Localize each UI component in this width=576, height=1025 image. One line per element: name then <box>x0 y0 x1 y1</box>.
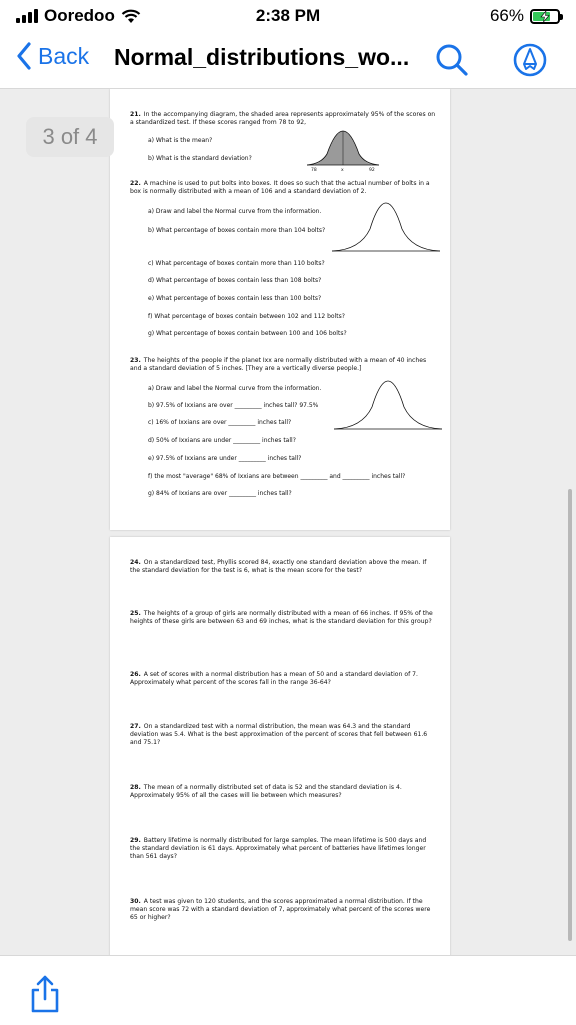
document-page-3 <box>110 89 450 530</box>
question-number: 27. <box>130 723 141 730</box>
q23-part-d: d) 50% of Ixxians are under _________ inches tall? <box>148 437 296 444</box>
question-number: 21. <box>130 111 141 118</box>
question-number: 25. <box>130 610 141 617</box>
question-number: 24. <box>130 559 141 566</box>
q23-part-a: a) Draw and label the Normal curve from the information. <box>148 385 322 392</box>
question-text: A set of scores with a normal distribution has a mean of 50 and a standard deviation of 7. Approximately what percent of the scores fall in the range 36-64? <box>130 671 418 686</box>
q22-normal-curve <box>330 199 442 255</box>
question-26 <box>130 671 438 687</box>
question-text: A machine is used to put bolts into boxes. It does so such that the actual number of bolts in a box is normally distributed with a mean of 106 and a standard deviation of 2. <box>130 180 430 195</box>
bottom-toolbar <box>0 955 576 1025</box>
scrollbar[interactable] <box>568 489 572 941</box>
q22-part-a: a) Draw and label the Normal curve from the information. <box>148 208 322 215</box>
q23-part-e: e) 97.5% of Ixxians are under _________ inches tall? <box>148 455 302 462</box>
clock: 2:38 PM <box>255 6 321 25</box>
navigation-bar <box>0 32 576 89</box>
back-label: Back <box>38 42 90 69</box>
q23-part-f: f) the most "average" 68% of Ixxians are between _________ and _________ inches tall? <box>148 473 406 480</box>
battery-icon <box>530 9 560 24</box>
search-button[interactable] <box>432 40 472 80</box>
charging-bolt-icon <box>540 11 550 22</box>
question-22 <box>130 180 438 196</box>
question-number: 28. <box>130 784 141 791</box>
q23-part-g: g) 84% of Ixxians are over _________ inches tall? <box>148 490 292 497</box>
q22-part-g: g) What percentage of boxes contain between 100 and 106 bolts? <box>148 330 347 337</box>
question-27 <box>130 723 438 747</box>
status-bar <box>0 0 576 32</box>
page-indicator: 3 of 4 <box>26 117 114 157</box>
q22-part-c: c) What percentage of boxes contain more than 110 bolts? <box>148 260 325 267</box>
q22-part-f: f) What percentage of boxes contain between 102 and 112 bolts? <box>148 313 345 320</box>
curve-label-mean: x <box>341 168 344 173</box>
question-28 <box>130 784 438 800</box>
q22-part-e: e) What percentage of boxes contain less than 100 bolts? <box>148 295 322 302</box>
question-text: The heights of a group of girls are normally distributed with a mean of 66 inches. If 95% of the heights of these girls are between 63 and 69 inches, what is the standard deviation for this group? <box>130 610 433 625</box>
q23-normal-curve <box>332 377 444 433</box>
question-25 <box>130 610 438 626</box>
curve-label-78: 78 <box>311 168 317 173</box>
document-page-4 <box>110 537 450 955</box>
question-text: On a standardized test, Phyllis scored 84, exactly one standard deviation above the mean. If the standard deviation for the test is 6, what is the mean score for the test? <box>130 559 427 574</box>
carrier-name: Ooredoo <box>44 6 115 25</box>
battery-percent: 66% <box>489 6 524 25</box>
q22-part-d: d) What percentage of boxes contain less than 108 bolts? <box>148 277 322 284</box>
curve-label-92: 92 <box>369 168 375 173</box>
document-viewer[interactable] <box>0 89 576 955</box>
question-number: 23. <box>130 357 141 364</box>
chevron-left-icon <box>16 42 32 70</box>
question-number: 29. <box>130 837 141 844</box>
question-29 <box>130 837 438 861</box>
back-button[interactable] <box>16 42 89 70</box>
question-23 <box>130 357 438 373</box>
battery-group <box>490 6 560 26</box>
question-text: A test was given to 120 students, and the scores approximated a normal distribution. If the mean score was 72 with a standard deviation of 7, approximately what percent of the scores were 65 or higher? <box>130 898 431 921</box>
q21-normal-curve <box>305 127 381 173</box>
share-button[interactable] <box>28 974 62 1014</box>
q23-part-c: c) 16% of Ixxians are over _________ inches tall? <box>148 419 292 426</box>
question-number: 30. <box>130 898 141 905</box>
q23-part-b: b) 97.5% of Ixxians are over _________ inches tall? 97.5% <box>148 402 319 409</box>
q21-part-a: a) What is the mean? <box>148 137 213 144</box>
question-number: 22. <box>130 180 141 187</box>
question-21 <box>130 111 438 127</box>
question-text: On a standardized test with a normal distribution, the mean was 64.3 and the standard deviation was 5.4. What is the best approximation of the percent of scores that fell between 61.6 and 75.1? <box>130 723 428 746</box>
question-text: The mean of a normally distributed set of data is 52 and the standard deviation is 4. Approximately 95% of all the cases will lie between which measures? <box>130 784 402 799</box>
question-text: Battery lifetime is normally distributed for large samples. The mean lifetime is 500 days and the standard deviation is 61 days. Approximately what percent of batteries have lifetimes longer than 561 days? <box>130 837 427 860</box>
markup-pen-icon <box>510 40 550 80</box>
share-icon <box>28 974 62 1014</box>
question-30 <box>130 898 438 922</box>
search-icon <box>432 40 472 80</box>
question-text: In the accompanying diagram, the shaded area represents approximately 95% of the scores on a standardized test. If these scores ranged from 78 to 92, <box>130 111 436 126</box>
question-text: The heights of the people if the planet Ixx are normally distributed with a mean of 40 inches and a standard deviation of 5 inches. [They are a vertically diverse people.] <box>130 357 427 372</box>
q21-part-b: b) What is the standard deviation? <box>148 155 252 162</box>
document-title: Normal_distributions_wo... <box>114 44 410 70</box>
markup-button[interactable] <box>510 40 550 80</box>
question-number: 26. <box>130 671 141 678</box>
q22-part-b: b) What percentage of boxes contain more than 104 bolts? <box>148 227 326 234</box>
question-24 <box>130 559 438 575</box>
